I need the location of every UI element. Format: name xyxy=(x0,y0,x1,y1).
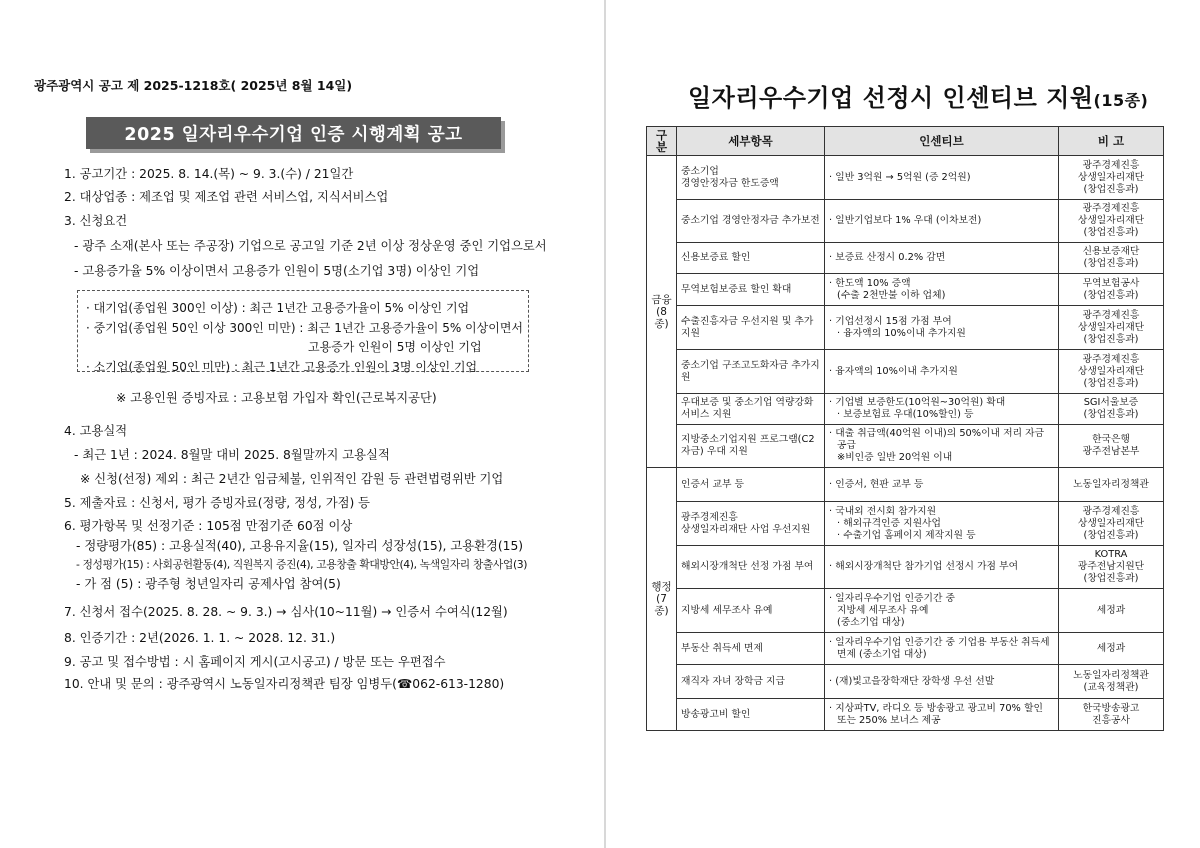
table-header-row xyxy=(647,127,1164,156)
item-evaluation: 6. 평가항목 및 선정기준 : 105점 만점기준 60점 이상 xyxy=(64,519,353,533)
row-item: 인증서 교부 등 xyxy=(677,468,825,502)
row-incentive: · 융자액의 10%이내 추가지원 xyxy=(829,365,958,377)
header-incentive: 인센티브 xyxy=(825,127,1059,156)
table-row xyxy=(647,425,1164,468)
notice-title: 2025 일자리우수기업 인증 시행계획 공고 xyxy=(86,117,501,149)
row-note: 광주경제진흥 상생일자리재단 (창업진흥과) xyxy=(1059,306,1164,350)
item-requirement-location: - 광주 소재(본사 또는 주공장) 기업으로 공고일 기준 2년 이상 정상운영 중인 기업으로서 xyxy=(74,239,547,253)
notice-number: 광주광역시 공고 제 2025-1218호( 2025년 8월 14일) xyxy=(34,78,353,93)
row-incentive: · 기업선정시 15점 가점 부여 · 융자액의 10%이내 추가지원 xyxy=(829,315,966,339)
page-divider xyxy=(604,0,606,848)
row-note: KOTRA 광주전남지원단 (창업진흥과) xyxy=(1059,546,1164,589)
row-note: 신용보증재단 (창업진흥과) xyxy=(1059,243,1164,274)
row-note: 무역보험공사 (창업진흥과) xyxy=(1059,274,1164,306)
row-item: 신용보증료 할인 xyxy=(677,243,825,274)
table-row xyxy=(647,633,1164,665)
incentive-title-suffix: (15종) xyxy=(1093,91,1149,110)
row-item: 해외시장개척단 선정 가점 부여 xyxy=(677,546,825,589)
proof-note: ※ 고용인원 증빙자료 : 고용보험 가입자 확인(근로복지공단) xyxy=(116,391,437,405)
item-employment-period: - 최근 1년 : 2024. 8월말 대비 2025. 8월말까지 고용실적 xyxy=(74,448,390,462)
table-row xyxy=(647,589,1164,633)
row-incentive: · 일자리우수기업 인증기간 중 기업용 부동산 취득세 면제 (중소기업 대상) xyxy=(829,636,1050,660)
item-contact: 10. 안내 및 문의 : 광주광역시 노동일자리정책관 팀장 임병두(☎062-613-1280) xyxy=(64,677,505,691)
row-note: 한국은행 광주전남본부 xyxy=(1059,425,1164,468)
item-period: 1. 공고기간 : 2025. 8. 14.(목) ~ 9. 3.(수) / 21일간 xyxy=(64,167,354,181)
table-row xyxy=(647,468,1164,502)
table-row xyxy=(647,200,1164,243)
item-cert-period: 8. 인증기간 : 2년(2026. 1. 1. ~ 2028. 12. 31.) xyxy=(64,631,336,645)
table-row xyxy=(647,546,1164,589)
row-incentive: · 일반 3억원 → 5억원 (증 2억원) xyxy=(829,171,971,183)
row-incentive: · 한도액 10% 증액 (수출 2천만불 이하 업체) xyxy=(829,277,946,301)
incentive-title xyxy=(688,78,1148,113)
item-eval-qual: - 정성평가(15) : 사회공헌활동(4), 직원복지 증진(4), 고용창출 확대방안(4), 녹색일자리 창출사업(3) xyxy=(76,558,528,571)
row-incentive: · 대출 취급액(40억원 이내)의 50%이내 저리 자금 공급 ※비인증 일반 20억원 이내 xyxy=(829,428,1045,463)
row-item: 재직자 자녀 장학금 지급 xyxy=(677,665,825,699)
row-incentive: · 보증료 산정시 0.2% 감면 xyxy=(829,252,946,263)
table-row xyxy=(647,274,1164,306)
table-row xyxy=(647,699,1164,731)
row-incentive: · 국내외 전시회 참가지원 · 해외규격인증 지원사업 · 수출기업 홈페이지 제작지원 등 xyxy=(829,505,976,541)
item-requirement-growth: - 고용증가율 5% 이상이면서 고용증가 인원이 5명(소기업 3명) 이상인 기업 xyxy=(74,264,480,278)
row-incentive: · 일자리우수기업 인증기간 중 지방세 세무조사 유예 (중소기업 대상) xyxy=(829,592,956,628)
header-category: 구분 xyxy=(647,127,677,156)
row-note: 한국방송광고 진흥공사 xyxy=(1059,699,1164,731)
category-finance: 금융 (8종) xyxy=(647,156,677,468)
row-note: 광주경제진흥 상생일자리재단 (창업진흥과) xyxy=(1059,156,1164,200)
row-item: 중소기업 경영안정자금 한도증액 xyxy=(677,156,825,200)
req-small: · 소기업(종업원 50인 미만) : 최근 1년간 고용증가 인원이 3명 이상인 기업 xyxy=(86,360,478,374)
row-note: 세정과 xyxy=(1059,633,1164,665)
row-item: 수출진흥자금 우선지원 및 추가지원 xyxy=(677,306,825,350)
item-exclusion: ※ 신청(선정) 제외 : 최근 2년간 임금체불, 인위적인 감원 등 관련법령위반 기업 xyxy=(80,472,504,486)
row-item: 중소기업 구조고도화자금 추가지원 xyxy=(677,350,825,394)
row-incentive: · 일반기업보다 1% 우대 (이차보전) xyxy=(829,215,982,226)
row-note: SGI서울보증 (창업진흥과) xyxy=(1059,394,1164,425)
table-row xyxy=(647,350,1164,394)
row-note: 광주경제진흥 상생일자리재단 (창업진흥과) xyxy=(1059,200,1164,243)
row-item: 중소기업 경영안정자금 추가보전 xyxy=(677,200,825,243)
header-item: 세부항목 xyxy=(677,127,825,156)
item-documents: 5. 제출자료 : 신청서, 평가 증빙자료(정량, 정성, 가점) 등 xyxy=(64,496,371,510)
row-note: 노동일자리정책관 xyxy=(1059,468,1164,502)
incentive-title-main: 일자리우수기업 선정시 인센티브 지원 xyxy=(688,84,1094,112)
row-incentive: · 인증서, 현판 교부 등 xyxy=(829,478,924,490)
table-row xyxy=(647,394,1164,425)
table-row xyxy=(647,665,1164,699)
row-incentive: · (재)빛고을장학재단 장학생 우선 선발 xyxy=(829,675,995,687)
row-item: 방송광고비 할인 xyxy=(677,699,825,731)
row-item: 우대보증 및 중소기업 역량강화서비스 지원 xyxy=(677,394,825,425)
row-item: 지방세 세무조사 유예 xyxy=(677,589,825,633)
row-item: 무역보험보증료 할인 확대 xyxy=(677,274,825,306)
row-note: 광주경제진흥 상생일자리재단 (창업진흥과) xyxy=(1059,350,1164,394)
incentive-table xyxy=(646,126,1164,731)
table-row xyxy=(647,243,1164,274)
table-row xyxy=(647,502,1164,546)
item-requirements-heading: 3. 신청요건 xyxy=(64,214,128,228)
category-admin: 행정 (7종) xyxy=(647,468,677,731)
item-method: 9. 공고 및 접수방법 : 시 홈페이지 게시(고시공고) / 방문 또는 우편접수 xyxy=(64,655,446,669)
row-item: 지방중소기업지원 프로그램(C2자금) 우대 지원 xyxy=(677,425,825,468)
row-incentive: · 해외시장개척단 참가기업 선정시 가점 부여 xyxy=(829,561,1019,572)
item-eval-quant: - 정량평가(85) : 고용실적(40), 고용유지율(15), 일자리 성장성(15), 고용환경(15) xyxy=(76,539,524,553)
row-note: 노동일자리정책관 (교육정책관) xyxy=(1059,665,1164,699)
req-medium: · 중기업(종업원 50인 이상 300인 미만) : 최근 1년간 고용증가율이 5% 이상이면서 xyxy=(86,321,524,335)
req-large: · 대기업(종업원 300인 이상) : 최근 1년간 고용증가율이 5% 이상인 기업 xyxy=(86,301,470,315)
row-note: 세정과 xyxy=(1059,589,1164,633)
item-schedule: 7. 신청서 접수(2025. 8. 28. ~ 9. 3.) → 심사(10~11월) → 인증서 수여식(12월) xyxy=(64,605,508,619)
row-note: 광주경제진흥 상생일자리재단 (창업진흥과) xyxy=(1059,502,1164,546)
row-item: 부동산 취득세 면제 xyxy=(677,633,825,665)
row-incentive: · 기업별 보증한도(10억원~30억원) 확대 · 보증보험료 우대(10%할인) 등 xyxy=(829,397,1006,420)
item-industry: 2. 대상업종 : 제조업 및 제조업 관련 서비스업, 지식서비스업 xyxy=(64,190,389,204)
row-item: 광주경제진흥 상생일자리재단 사업 우선지원 xyxy=(677,502,825,546)
req-medium-cont: 고용증가 인원이 5명 이상인 기업 xyxy=(308,340,482,354)
table-row xyxy=(647,156,1164,200)
row-incentive: · 지상파TV, 라디오 등 방송광고 광고비 70% 할인 또는 250% 보너스 제공 xyxy=(829,702,1043,726)
item-eval-bonus: - 가 점 (5) : 광주형 청년일자리 공제사업 참여(5) xyxy=(76,577,341,591)
item-employment: 4. 고용실적 xyxy=(64,424,128,438)
table-row xyxy=(647,306,1164,350)
header-note: 비 고 xyxy=(1059,127,1164,156)
